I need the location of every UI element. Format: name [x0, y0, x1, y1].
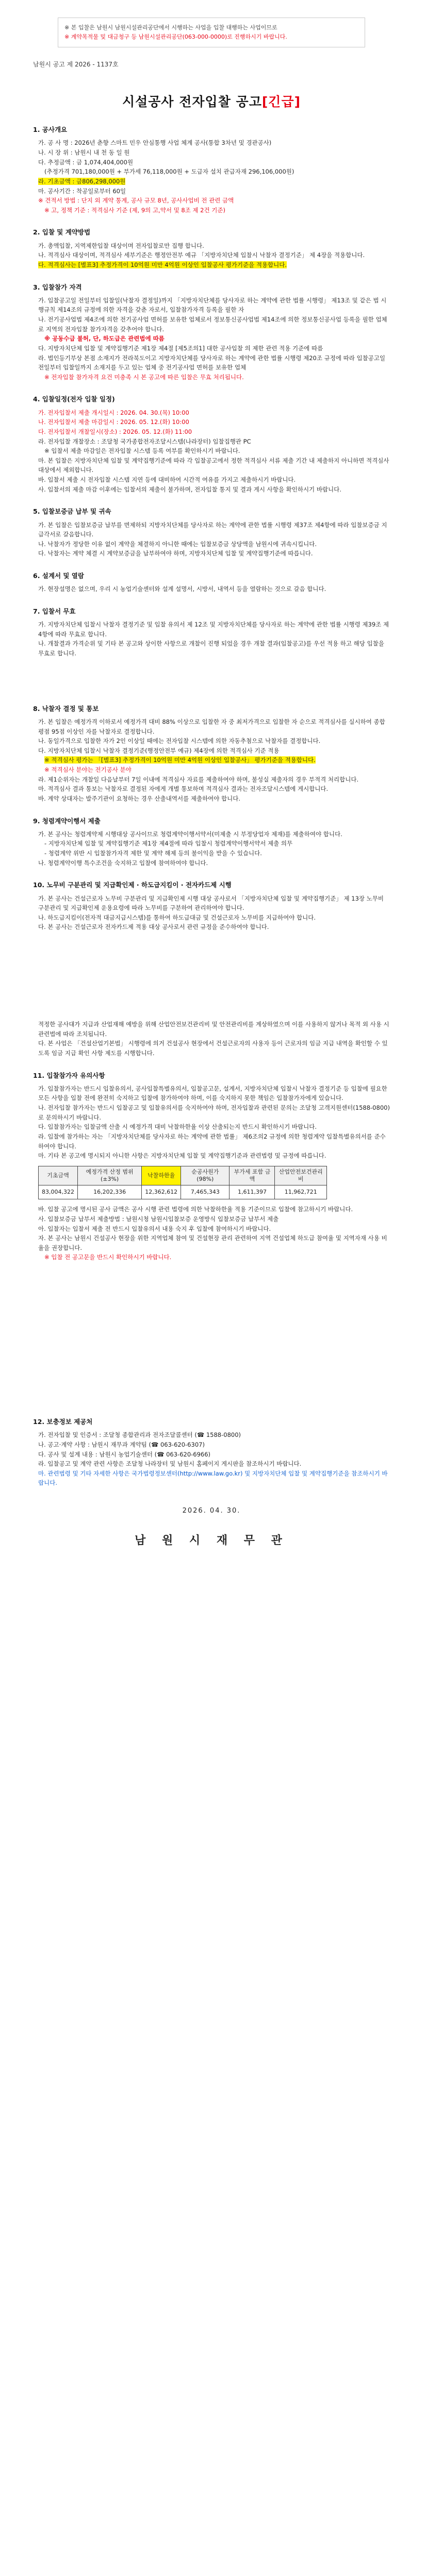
bidder-note: 사. 입찰보증금 납부서 제출방법 : 남원시청 남원시입찰보증 운영방식 입찰보증금 납부서 제출 — [38, 1215, 279, 1223]
document-number: 남원시 공고 제 2026 - 1137호 — [33, 61, 119, 69]
section-bid-method — [33, 227, 390, 269]
urgent-badge: [긴급] — [261, 94, 301, 109]
estimated-amount: 다. 추정금액 : 금 1,074,404,000원 — [38, 158, 134, 166]
deposit-line: 나. 낙찰자가 정당한 이유 없이 계약을 체결하지 아니한 때에는 입찰보증금 상당액을 남원시에 귀속시킵니다. — [38, 540, 317, 548]
schedule-close: 나. 전자입찰서 제출 마감일시 : 2026. 05. 12.(화) 10:00 — [38, 418, 189, 426]
estimate-note-2: ※ 고, 정책 기준 : 적격심사 기준 (제, 9의 고,약서 및 8조 제 2건 기준) — [44, 206, 225, 214]
section-title: 3. 입찰참가 자격 — [33, 283, 82, 291]
base-amount: 라. 기초금액 : 금806,298,000원 — [38, 177, 126, 185]
qualification-line: 다. 지방자치단체 입찰 및 계약집행기준 제1장 제4절 [제5조의1] 대한 공사입찰 의 제한 관련 적용 기준에 따름 — [38, 344, 323, 352]
qualification-line: 가. 입찰공고일 전일부터 입찰일(낙찰자 결정일)까지 「지방자치단체를 당사자로 하는 계약에 관한 법률 시행령」 제13조 및 같은 법 시행규칙 제14조의 규정에 의한 자격을 갖춘 자로서, 입찰참가자격 등록을 필한 자 — [38, 296, 387, 314]
amount-table-header-cell: 기초금액 — [39, 1166, 78, 1185]
bidder-note: 라. 입찰에 참가하는 자는 「지방자치단체를 당사자로 하는 계약에 관한 법률」 제6조의2 규정에 의한 청렴계약 입찰특별유의서를 준수하여야 합니다. — [38, 1132, 386, 1150]
amount-table-header-cell: 산업안전보건관리비 — [275, 1166, 327, 1185]
amount-table-cell: 12,362,612 — [142, 1185, 181, 1199]
bid-method-line: 나. 적격심사 대상이며, 적격심사 세부기준은 행정안전부 예규 「지방자치단체 입찰시 낙찰자 결정기준」 제 4장을 적용합니다. — [38, 251, 365, 259]
amount-table-cell: 11,962,721 — [275, 1185, 327, 1199]
amount-table-cell: 1,611,397 — [230, 1185, 275, 1199]
integrity-line: 나. 청렴계약이행 특수조건을 숙지하고 입찰에 참여하여야 합니다. — [38, 859, 208, 867]
schedule-line: 사. 입찰서의 제출 마감 이후에는 입찰서의 제출이 불가하며, 전자입찰 통지 및 결과 게시 사항을 확인하시기 바랍니다. — [38, 485, 341, 493]
award-line: 바. 계약 상대자는 발주기관이 요청하는 경우 산출내역서를 제출하여야 합니다. — [38, 794, 241, 802]
schedule-line: 마. 본 입찰은 지방자치단체 입찰 및 계약집행기준에 따라 각 입찰공고에서 정한 적격심사 서류 제출 기간 내 제출하지 아니하면 적격심사 대상에서 제외합니다. — [38, 456, 389, 474]
qualification-line: 나. 전기공사업법 제4조에 의한 전기공사업 면허를 보유한 업체로서 정보통신공사업법 제14조에 의한 정보통신공사업 등록을 필한 업체로 지역의 전자입찰 참가자격을 갖추어야 합니다. — [38, 316, 387, 333]
award-line: 다. 지방자치단체 입찰시 낙찰자 결정기준(행정안전부 예규) 제4장에 의한 적격심사 기준 적용 — [38, 747, 280, 754]
award-field-note: ※ 적격심사 분야는 전기공사 분야 — [44, 766, 132, 774]
section-integrity — [33, 816, 390, 868]
section-bidder-notes — [33, 1071, 390, 1262]
section-qualification — [33, 282, 390, 382]
section-title: 1. 공사개요 — [33, 126, 68, 134]
announcement-date: 2026. 04. 30. — [182, 1507, 241, 1515]
project-name: 가. 공 사 명 : 2026년 춘향 스마트 민우 안심통행 사업 체계 공사(통합 3차년 및 경관공사) — [38, 139, 272, 147]
award-line: 라. 제1순위자는 개찰일 다음날부터 7일 이내에 적격심사 자료를 제출하여야 하며, 불성실 제출자의 경우 부적격 처리합니다. — [38, 775, 359, 783]
bidder-note: 아. 입찰자는 입찰서 제출 전 반드시 입찰유의서 내용 숙지 후 입찰에 참여하시기 바랍니다. — [38, 1225, 271, 1232]
integrity-sub: - 청렴계약 위반 시 입찰참가자격 제한 및 계약 해제 등의 불이익을 받을 수 있습니다. — [44, 850, 262, 857]
section-title: 2. 입찰 및 계약방법 — [33, 228, 91, 236]
deposit-line: 다. 낙찰자는 계약 체결 시 계약보증금을 납부하여야 하며, 지방자치단체 입찰 및 계약집행기준에 따릅니다. — [38, 550, 313, 557]
qualification-warning: ※ 전자입찰 참가자격 요건 미충족 시 본 공고에 따른 입찰은 무효 처리됩니다. — [44, 373, 244, 381]
page-title — [33, 92, 390, 113]
section-schedule — [33, 394, 390, 494]
section-project-overview — [33, 125, 390, 215]
estimate-note: ※ 견적서 방법 : 단지 외 계약 통계, 공사 규모 8년, 공사사업비 전 관련 금액 — [38, 197, 234, 205]
section-title: 9. 청렴계약이행서 제출 — [33, 817, 101, 825]
integrity-sub: - 지방자치단체 입찰 및 계약집행기준 제1장 제4절에 따라 입찰시 청렴계약이행서약서 제출 의무 — [44, 840, 293, 848]
contact-line: 가. 전자입찰 및 인증서 : 조달청 종합관리과 전자조달콜센터 (☎ 1588-0800) — [38, 1431, 241, 1439]
bid-method-line: 가. 총액입찰, 지역제한입찰 대상이며 전자입찰로만 집행 합니다. — [38, 242, 204, 249]
section-contacts — [33, 1417, 390, 1488]
schedule-line: 라. 전자입찰 개찰장소 : 조달청 국가종합전자조달시스템(나라장터) 입찰집행관 PC — [38, 437, 251, 445]
section-title: 11. 입찰참가자 유의사항 — [33, 1071, 105, 1079]
section-title: 7. 입찰서 무효 — [33, 607, 76, 615]
notice-line-2: 계약목적물 및 대금청구 등 남원시설관리공단(063-000-0000)로 진행하시기 바랍니다. — [71, 33, 287, 41]
joint-bid-note: ※ 공동수급 불허, 단, 하도급은 관련법에 따름 — [44, 335, 165, 343]
labor-line: 가. 본 공사는 건설근로자 노무비 구분관리 및 지급확인제 시행 대상 공사로서 「지방자치단체 입찰 및 계약집행기준」 제 13장 노무비 구분관리 및 지급확인제 운용요령에 따라 노무비를 구분하여 관리하여야 합니다. — [38, 894, 384, 912]
bidder-note: 가. 입찰참가자는 반드시 입찰유의서, 공사입찰특별유의서, 입찰공고문, 설계서, 지방자치단체 입찰시 낙찰자 결정기준 등 입찰에 필요한 모든 사항을 입찰 전에 완전히 숙지하고 입찰에 참가하여야 하며, 이를 숙지하지 못한 책임은 입찰참가자에게 있습니다. — [38, 1084, 387, 1102]
section-title: 5. 입찰보증금 납부 및 귀속 — [33, 507, 111, 516]
invalid-line: 나. 개찰결과 가격순위 및 기타 본 공고와 상이한 사항으로 개찰이 진행 되었을 경우 개찰 결과(입찰공고)를 우선 적용 하고 해당 입찰을 무효로 합니다. — [38, 640, 384, 657]
award-criteria-note: ※ 적격심사 평가는 「[별표3] 추정가격이 10억원 미만 4억원 이상인 입찰공사」 평가기준을 적용합니다. — [44, 756, 316, 764]
section-award — [33, 704, 390, 804]
award-line: 나. 동일가격으로 입찰한 자가 2인 이상일 때에는 전자입찰 시스템에 의한 자동추첨으로 낙찰자를 결정합니다. — [38, 737, 321, 745]
schedule-opening: 다. 전자입찰서 개찰일시(장소) : 2026. 05. 12.(화) 11:00 — [38, 428, 192, 435]
safety-line: 다. 본 사업은 「건설산업기본법」 시행령에 의거 건설공사 현장에서 건설근로자의 사용자 등이 근로자의 임금 지급 내역을 확인할 수 있도록 임금 지급 확인 사항 제도를 시행합니다. — [38, 1040, 388, 1057]
section-title: 10. 노무비 구분관리 및 지급확인제 · 하도급지킴이 · 전자카드제 시행 — [33, 881, 232, 889]
contact-line: 다. 공사 및 설계 내용 : 남원시 농업기술센터 (☎ 063-620-6966) — [38, 1450, 211, 1458]
page-title-main: 시설공사 전자입찰 공고 — [122, 94, 262, 109]
section-design-docs — [33, 571, 390, 594]
integrity-line: 가. 본 공사는 청렴계약제 시행대상 공사이므로 청렴계약이행서약서(미제출 시 부정당업자 제재)를 제출하여야 합니다. — [38, 830, 342, 838]
section-deposit — [33, 506, 390, 558]
amount-table — [38, 1166, 327, 1199]
bidder-note: 나. 전자입찰 참가자는 반드시 입찰공고 및 입찰유의서를 숙지하여야 하며, 전자입찰과 관련된 문의는 조달청 고객지원센터(1588-0800)로 문의하시기 바랍니다. — [38, 1104, 390, 1121]
section-title: 12. 보충정보 제공처 — [33, 1418, 93, 1426]
labor-line: 다. 본 공사는 건설근로자 전자카드제 적용 대상 공사로서 관련 규정을 준수하여야 합니다. — [38, 923, 269, 931]
notice-line-1: 본 입찰은 남원시 남원시설관리공단에서 시행하는 사업을 입찰 대행하는 사업이므로 — [71, 24, 277, 31]
section-title: 6. 설계서 및 열람 — [33, 572, 84, 580]
bidder-note: 자. 본 공사는 남원시 건설공사 현장을 위한 지역업체 참여 및 건설현장 관리 관련하여 지역 건설업체 하도급 참여율 및 지역자재 사용 비율을 권장합니다. — [38, 1234, 387, 1251]
schedule-note: ※ 입찰서 제출 마감일은 전자입찰 시스템 등록 여부를 확인하시기 바랍니다. — [44, 447, 240, 455]
table-row — [39, 1185, 327, 1199]
notice-box: ※ 본 입찰은 남원시 남원시설관리공단에서 시행하는 사업을 입찰 대행하는 사업이므로 ※ 계약목적물 및 대금청구 등 남원시설관리공단(063-000-0000)로 진행하시기 바랍니다. — [58, 18, 365, 47]
section-title: 8. 낙찰자 결정 및 통보 — [33, 704, 99, 713]
contact-line: 라. 입찰공고 및 계약 관련 사항은 조달청 나라장터 및 남원시 홈페이지 게시판을 참조하시기 바랍니다. — [38, 1460, 302, 1468]
amount-table-header — [39, 1166, 327, 1185]
schedule-open: 가. 전자입찰서 제출 개시일시 : 2026. 04. 30.(목) 10:00 — [38, 409, 189, 416]
section-labor-cost — [33, 880, 390, 932]
amount-table-header-cell: 순공사원가 (98%) — [181, 1166, 230, 1185]
law-link[interactable]: 마. 관련법령 및 기타 자세한 사항은 국가법령정보센터(http://www.law.go.kr) 및 지방자치단체 입찰 및 계약집행기준을 참조하시기 바랍니다. — [38, 1469, 388, 1487]
qualification-line: 라. 법인등기부상 본점 소재지가 전라북도이고 지방자치단체를 당사자로 하는 계약에 관한 법률 시행령 제20조 규정에 따라 입찰공고일 전일부터 입찰일까지 소재지를 두고 있는 업체 중 전기공사업 면허를 보유한 업체 — [38, 354, 386, 371]
project-location: 나. 시 장 위 : 남원시 내 천 동 일 원 — [38, 149, 130, 157]
bidder-note: 마. 기타 본 공고에 명시되지 아니한 사항은 지방자치단체 입찰 및 계약집행기준과 관련법령 및 규정에 따릅니다. — [38, 1152, 326, 1160]
labor-line: 나. 하도급지킴이(전자적 대금지급시스템)를 통하여 하도급대금 및 건설근로자 노무비를 지급하여야 합니다. — [38, 913, 316, 921]
bidder-note: 바. 입찰 공고에 명시된 공사 금액은 공사 시행 관련 법령에 의한 낙찰하한율 적용 기준이므로 입찰에 참고하시기 바랍니다. — [38, 1206, 353, 1213]
section-title: 4. 입찰일정(전자 입찰 일정) — [33, 395, 115, 403]
award-line: 가. 본 입찰은 예정가격 이하로서 예정가격 대비 88% 이상으로 입찰한 자 중 최저가격으로 입찰한 자 순으로 적격심사를 실시하여 종합평점 95점 이상인 자를 낙찰자로 결정합니다. — [38, 718, 385, 735]
amount-table-header-cell: 예정가격 산정 범위(±3%) — [77, 1166, 141, 1185]
construction-period: 마. 공사기간 : 착공일로부터 60일 — [38, 187, 126, 195]
amount-table-cell: 16,202,336 — [77, 1185, 141, 1199]
amount-table-cell: 7,465,343 — [181, 1185, 230, 1199]
design-docs-line: 가. 현장설명은 없으며, 우리 시 농업기술센터와 설계 설명서, 시방서, 내역서 등을 열람하는 것으로 갈음 합니다. — [38, 585, 326, 593]
contact-line: 나. 공고·계약 사항 : 남원시 재무과 계약팀 (☎ 063-620-6307) — [38, 1440, 205, 1448]
issuer-signature: 남 원 시 재 무 관 — [135, 1534, 288, 1548]
bidder-warning: ※ 입찰 전 공고문을 반드시 확인하시기 바랍니다. — [44, 1253, 172, 1261]
invalid-line: 가. 지방자치단체 입찰시 낙찰자 결정기준 및 입찰 유의서 제 12조 및 지방자치단체를 당사자로 하는 계약에 관한 법률 시행령 제39조 제4항에 따라 무효로 합니다. — [38, 621, 389, 638]
award-line: 마. 적격심사 결과 통보는 낙찰자로 결정된 자에게 개별 통보하며 적격심사 결과는 전자조달시스템에 게시합니다. — [38, 785, 329, 793]
deposit-line: 가. 본 입찰은 입찰보증금 납부를 면제하되 지방자치단체를 당사자로 하는 계약에 관한 법률 시행령 제37조 제4항에 따라 입찰보증금 지급각서로 갈음합니다. — [38, 521, 387, 538]
amount-table-cell: 83,004,322 — [39, 1185, 78, 1199]
safety-line: 적정한 공사대가 지급과 산업재해 예방을 위해 산업안전보건관리비 및 안전관리비를 계상하였으며 이를 사용하지 않거나 목적 외 사용 시 관련법에 따라 조치됩니다. — [38, 1021, 389, 1038]
section-safety-continuation — [33, 1020, 390, 1058]
amount-table-header-cell: 낙찰하한율 — [142, 1166, 181, 1185]
bidder-note: 다. 입찰참가자는 입찰금액 산출 시 예정가격 대비 낙찰하한율 이상 산출되는지 반드시 확인하시기 바랍니다. — [38, 1123, 317, 1131]
estimated-amount-detail: (추정가격 701,180,000원 + 부가세 76,118,000원 + 도급자 설치 관급자재 296,106,000원) — [44, 168, 294, 176]
section-invalid-bids — [33, 606, 390, 658]
schedule-line: 바. 입찰서 제출 시 전자입찰 시스템 지연 등에 대비하여 시간적 여유를 가지고 제출하시기 바랍니다. — [38, 476, 296, 484]
bid-method-criteria: 다. 적격심사는 [별표3] 추정가격이 10억원 미만 4억원 이상인 입찰공사 평가기준을 적용합니다. — [38, 261, 287, 268]
amount-table-header-cell: 부가세 포함 금액 — [230, 1166, 275, 1185]
